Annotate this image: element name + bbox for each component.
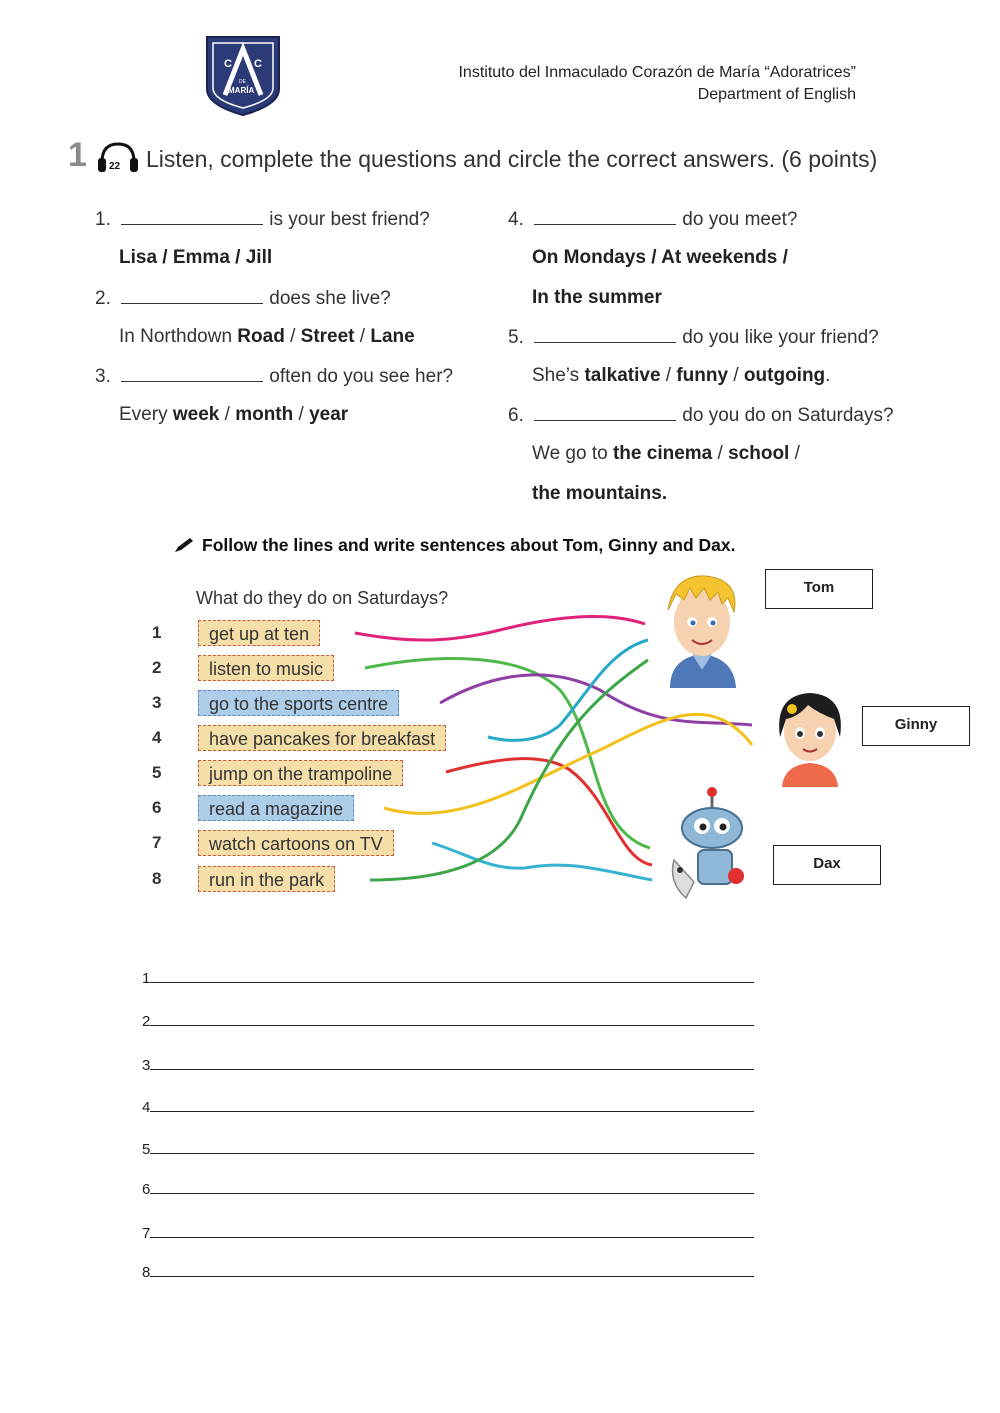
activity-7: watch cartoons on TV <box>198 830 394 856</box>
writing-line-underline[interactable] <box>150 1180 754 1194</box>
activity-4: have pancakes for breakfast <box>198 725 446 751</box>
writing-line-underline[interactable] <box>150 1263 754 1277</box>
writing-line-number: 3 <box>142 1057 151 1074</box>
name-box-tom: Tom <box>765 569 873 609</box>
question-2-number: 2. <box>95 288 111 309</box>
question-6-text: do you do on Saturdays? <box>682 405 894 426</box>
question-5-text: do you like your friend? <box>682 327 879 348</box>
writing-line-number: 7 <box>142 1225 151 1242</box>
activity-number-3: 3 <box>152 693 162 712</box>
tom-illustration <box>652 570 752 688</box>
name-box-ginny: Ginny <box>862 706 970 746</box>
line-4 <box>488 640 648 740</box>
writing-line-number: 6 <box>142 1181 151 1198</box>
activity-number-2: 2 <box>152 658 162 677</box>
activity-5: jump on the trampoline <box>198 760 403 786</box>
answer-5-period: . <box>825 365 831 386</box>
match-heading: What do they do on Saturdays? <box>196 588 449 608</box>
question-1-number: 1. <box>95 209 111 230</box>
answer-5-option-outgoing[interactable]: outgoing <box>743 365 826 386</box>
question-5-number: 5. <box>508 327 524 348</box>
exercise-1-title: Listen, complete the questions and circle the correct answers. (6 points) <box>146 146 878 172</box>
answer-6-option-mountains[interactable]: the mountains. <box>532 483 668 504</box>
answer-6-prefix: We go to <box>532 443 613 464</box>
answer-2-sep: / <box>284 326 301 347</box>
question-1-text: is your best friend? <box>269 209 430 230</box>
activity-1: get up at ten <box>198 620 320 646</box>
answer-2-option-lane[interactable]: Lane <box>370 326 415 347</box>
school-name: Instituto del Inmaculado Corazón de María “Adoratrices” <box>458 64 856 81</box>
question-4-text: do you meet? <box>682 209 798 230</box>
logo-letter-de: DE <box>239 79 246 85</box>
answer-6-option-cinema[interactable]: the cinema <box>612 443 713 464</box>
answer-5-sep: / <box>728 365 744 386</box>
answer-5-option-funny[interactable]: funny <box>676 365 729 386</box>
activity-number-8: 8 <box>152 869 162 888</box>
line-2 <box>365 659 650 848</box>
writing-line-4[interactable] <box>142 1098 754 1116</box>
activity-8: run in the park <box>198 866 335 892</box>
answer-3-sep: / <box>219 404 236 425</box>
writing-line-underline[interactable] <box>150 1224 754 1238</box>
department-name: Department of English <box>697 86 856 103</box>
writing-line-7[interactable] <box>142 1224 754 1242</box>
logo-letter-c1: C <box>224 58 232 70</box>
question-3-number: 3. <box>95 366 111 387</box>
answer-2-sep: / <box>354 326 371 347</box>
answer-3-option-year[interactable]: year <box>309 404 349 425</box>
answer-6-sep: / <box>712 443 729 464</box>
writing-line-8[interactable] <box>142 1263 754 1281</box>
writing-line-2[interactable] <box>142 1012 754 1030</box>
line-7 <box>432 843 652 880</box>
dax-illustration <box>664 786 760 902</box>
answer-2-prefix: In Northdown <box>119 326 238 347</box>
question-3-text: often do you see her? <box>269 366 454 387</box>
answer-4-text-2: In the summer <box>532 287 662 308</box>
writing-line-number: 5 <box>142 1141 151 1158</box>
answer-3-option-week[interactable]: week <box>172 404 220 425</box>
exercise-1-number: 1 <box>68 136 87 174</box>
writing-line-3[interactable] <box>142 1056 754 1074</box>
ginny-illustration <box>768 683 852 787</box>
writing-line-1[interactable] <box>142 969 754 987</box>
writing-line-underline[interactable] <box>150 1140 754 1154</box>
writing-line-6[interactable] <box>142 1180 754 1198</box>
writing-line-underline[interactable] <box>150 1056 754 1070</box>
track-number: 22 <box>109 161 121 172</box>
answer-5-option-talkative[interactable]: talkative <box>584 365 661 386</box>
answer-3-sep: / <box>293 404 310 425</box>
activity-number-4: 4 <box>152 728 162 747</box>
logo-letter-maria: MARÍA <box>228 86 255 95</box>
answer-1-text: Lisa / Emma / Jill <box>119 247 273 268</box>
writing-line-number: 2 <box>142 1013 151 1030</box>
answer-5-sep: / <box>660 365 677 386</box>
question-6-number: 6. <box>508 405 524 426</box>
answer-3-prefix: Every <box>119 404 173 425</box>
writing-line-number: 8 <box>142 1264 151 1281</box>
logo-letter-i: I <box>239 52 243 64</box>
writing-line-number: 1 <box>142 970 151 987</box>
line-8 <box>370 660 648 880</box>
activity-6: read a magazine <box>198 795 354 821</box>
exercise-2-title-text: Follow the lines and write sentences about Tom, Ginny and Dax. <box>202 535 736 555</box>
logo-letter-c2: C <box>254 58 262 70</box>
answer-2-option-road[interactable]: Road <box>237 326 285 347</box>
answer-6-option-school[interactable]: school <box>728 443 790 464</box>
answer-3-option-month[interactable]: month <box>235 404 294 425</box>
writing-line-underline[interactable] <box>150 1098 754 1112</box>
activity-number-5: 5 <box>152 763 162 782</box>
writing-line-underline[interactable] <box>150 1012 754 1026</box>
writing-line-number: 4 <box>142 1099 151 1116</box>
answer-5-prefix: She’s <box>532 365 585 386</box>
answer-2-option-street[interactable]: Street <box>300 326 355 347</box>
question-4-number: 4. <box>508 209 524 230</box>
line-1 <box>355 617 645 640</box>
question-2-text: does she live? <box>269 288 391 309</box>
activity-number-1: 1 <box>152 623 162 642</box>
activity-number-7: 7 <box>152 833 162 852</box>
name-box-dax: Dax <box>773 845 881 885</box>
writing-line-underline[interactable] <box>150 969 754 983</box>
answer-4-text-1: On Mondays / At weekends / <box>532 247 788 268</box>
activity-3: go to the sports centre <box>198 690 399 716</box>
activity-2: listen to music <box>198 655 334 681</box>
activity-number-6: 6 <box>152 798 162 817</box>
answer-6-sep: / <box>789 443 800 464</box>
writing-line-5[interactable] <box>142 1140 754 1158</box>
